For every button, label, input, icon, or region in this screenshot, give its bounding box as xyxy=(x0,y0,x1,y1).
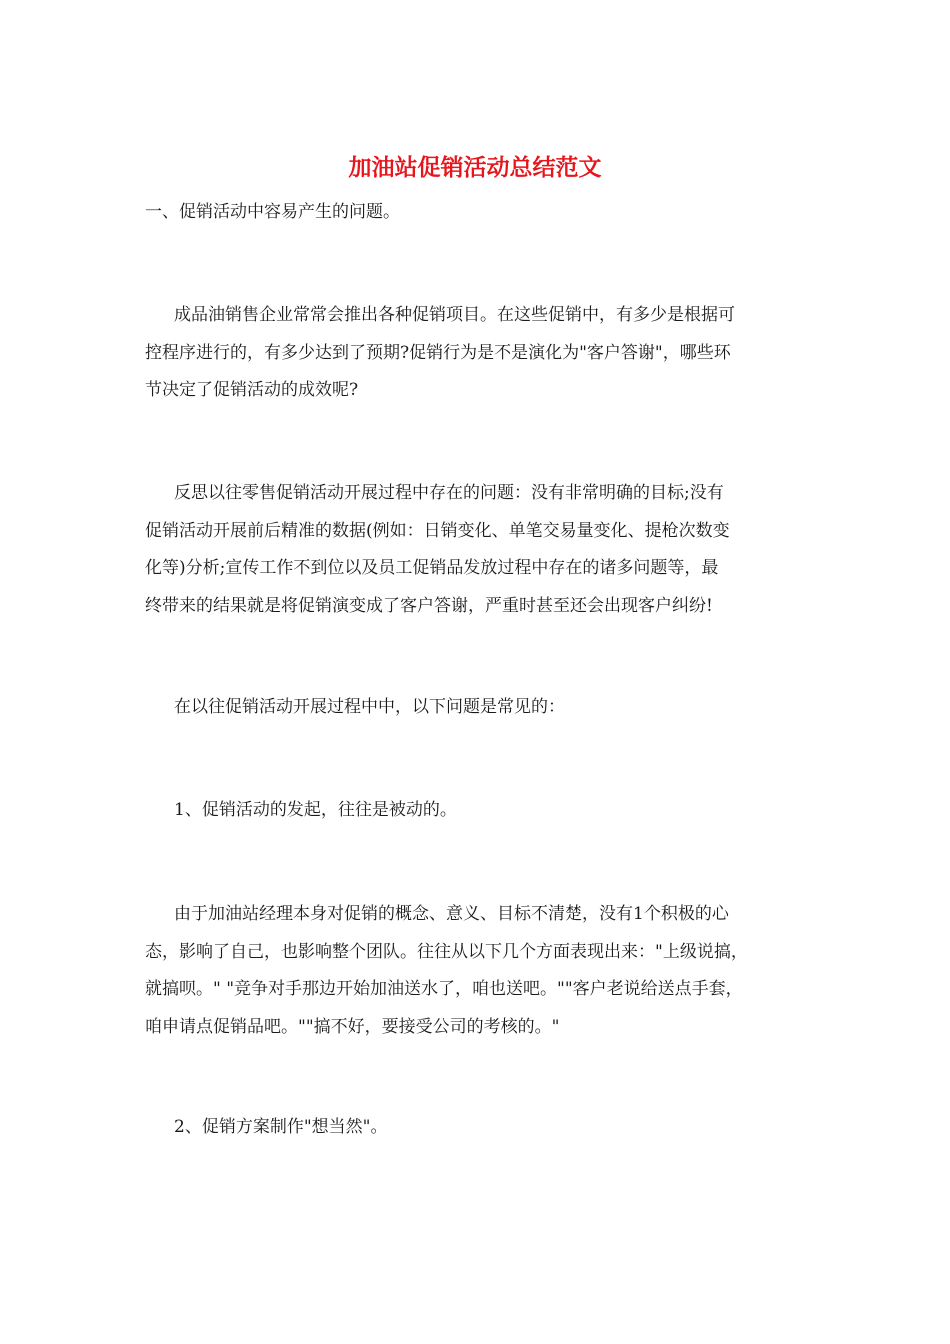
paragraph-line: 促销活动开展前后精准的数据(例如：日销变化、单笔交易量变化、提枪次数变 xyxy=(145,520,730,541)
paragraph-5 xyxy=(145,896,807,1046)
paragraph-line: 就搞呗。" "竞争对手那边开始加油送水了，咱也送吧。""客户老说给送点手套， xyxy=(145,979,743,999)
section-heading: 一、促销活动中容易产生的问题。 xyxy=(145,202,400,222)
paragraph-line: 反思以往零售促销活动开展过程中存在的问题：没有非常明确的目标;没有 xyxy=(174,483,724,503)
paragraph-line: 控程序进行的，有多少达到了预期?促销行为是不是演化为"客户答谢"，哪些环 xyxy=(145,342,731,363)
paragraph-line: 终带来的结果就是将促销演变成了客户答谢，严重时甚至还会出现客户纠纷! xyxy=(145,595,713,616)
paragraph-line: 2、促销方案制作"想当然"。 xyxy=(174,1117,388,1137)
paragraph-3 xyxy=(145,689,807,727)
paragraph-line: 成品油销售企业常常会推出各种促销项目。在这些促销中，有多少是根据可 xyxy=(174,305,735,325)
paragraph-line: 态，影响了自己，也影响整个团队。往往从以下几个方面表现出来："上级说搞， xyxy=(145,941,748,962)
paragraph-6 xyxy=(145,1109,807,1147)
paragraph-line: 在以往促销活动开展过程中中，以下问题是常见的： xyxy=(174,697,565,717)
paragraph-line: 由于加油站经理本身对促销的概念、意义、目标不清楚，没有1个积极的心 xyxy=(174,904,729,924)
paragraph-2 xyxy=(145,475,807,625)
paragraph-line: 1、促销活动的发起，往往是被动的。 xyxy=(174,800,457,820)
paragraph-line: 节决定了促销活动的成效呢? xyxy=(145,380,359,400)
document-title: 加油站促销活动总结范文 xyxy=(348,154,602,181)
paragraph-line: 化等)分析;宣传工作不到位以及员工促销品发放过程中存在的诸多问题等，最 xyxy=(145,558,719,578)
paragraph-4 xyxy=(145,792,807,830)
paragraph-line: 咱申请点促销品吧。""搞不好，要接受公司的考核的。" xyxy=(145,1016,560,1037)
paragraph-1 xyxy=(145,297,807,410)
